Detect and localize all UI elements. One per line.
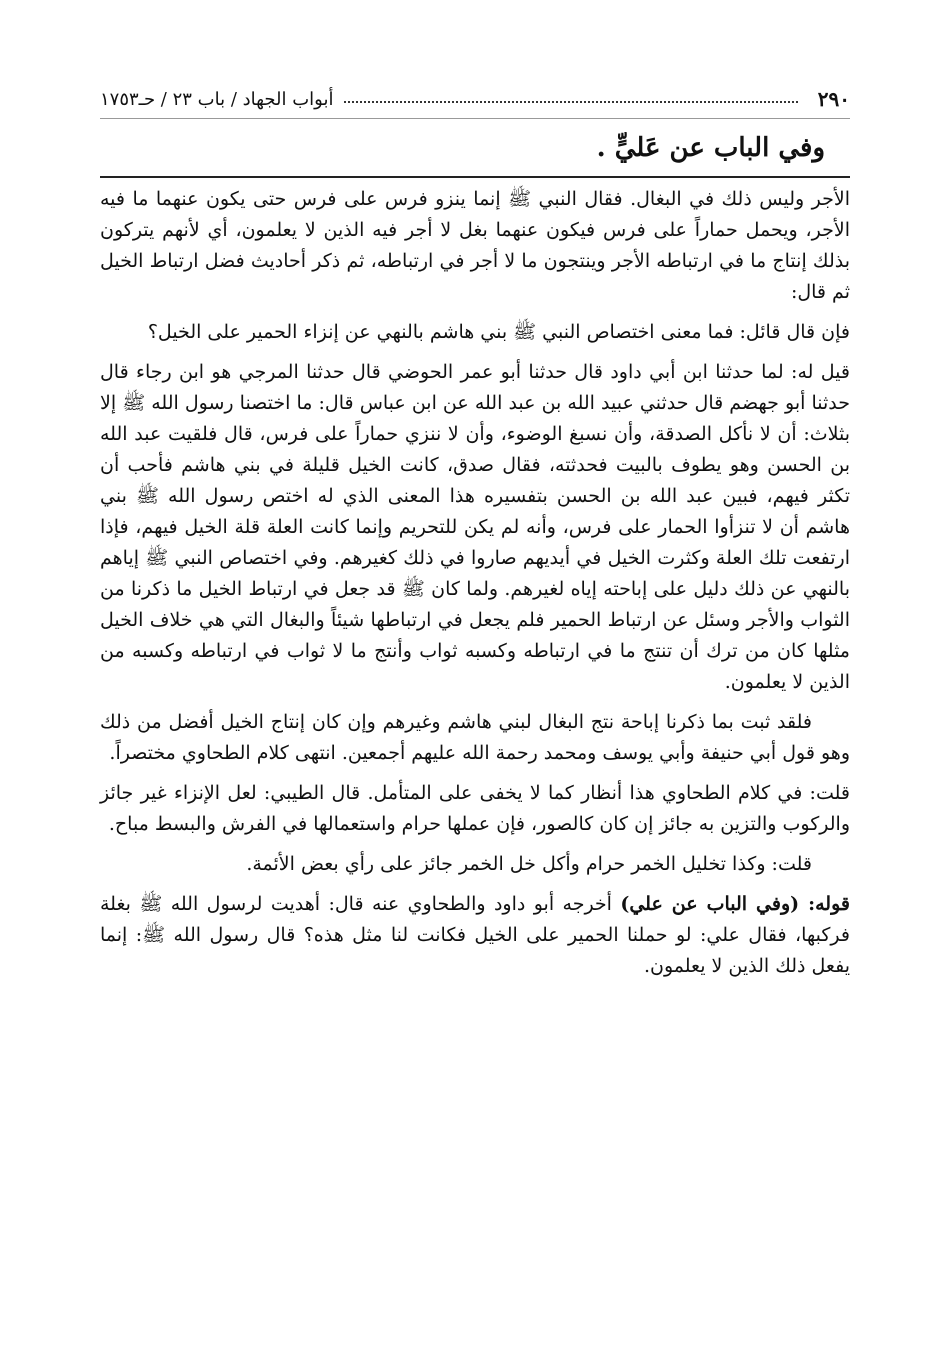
commentary-paragraph: قيل له: لما حدثنا ابن أبي داود قال حدثنا أبو عمر الحوضي قال حدثنا المرجي هو ابن رجاء قال حدثنا أبو جهضم قال حدثني عبيد الله بن عبد الله عن ابن عباس قال: ما اختصنا رسول الله ﷺ إلا بثلاث: أن لا نأكل الصدقة، وأن نسبغ الوضوء، وأن لا ننزي حماراً على فرس، قال فلقيت عبد الله بن الحسن وهو يطوف بالبيت فحدثته، فقال صدق، كانت الخيل قليلة في بني هاشم فأحب أن تكثر فيهم، فبين عبد الله بن الحسن بتفسيره هذا المعنى الذي له اختص رسول الله ﷺ بني هاشم أن لا تنزأوا الحمار على فرس، وأنه لم يكن للتحريم وإنما كانت العلة قلة الخيل فيهم، فإذا ارتفعت تلك العلة وكثرت الخيل في أيديهم صاروا في ذلك كغيرهم. وفي اختصاص النبي ﷺ إياهم بالنهي عن ذلك دليل على إباحته إياه لغيرهم. ولما كان ﷺ قد جعل في ارتباط الخيل ما ذكرنا من الثواب والأجر وسئل عن ارتباط الحمير فلم يجعل في ارتباطها شيئاً والبغال التي هي خلاف الخيل مثلها كان من ترك أن تنتج ما في ارتباطه وكسبه ثواب وأنتج ما لا ثواب في ارتباطه وكسبه من الذين لا يعلمون. <box>100 361 850 693</box>
commentary-paragraph-text: أخرجه أبو داود والطحاوي عنه قال: أهديت لرسول الله ﷺ بغلة فركبها، فقال علي: لو حملنا الحمير على الخيل فكانت لنا مثل هذه؟ قال رسول الله ﷺ: إنما يفعل ذلك الذين لا يعلمون. <box>100 893 850 977</box>
commentary-paragraph: قلت: في كلام الطحاوي هذا أنظار كما لا يخفى على المتأمل. قال الطيبي: لعل الإنزاء غير جائز والركوب والتزين به جائز إن كان كالصور، فإن عملها حرام واستعمالها في الفرش والبسط مباح. <box>100 782 850 835</box>
commentary-paragraph: فإن قال قائل: فما معنى اختصاص النبي ﷺ بني هاشم بالنهي عن إنزاء الحمير على الخيل؟ <box>147 321 850 343</box>
running-header <box>100 84 850 114</box>
commentary-paragraph: قلت: وكذا تخليل الخمر حرام وأكل خل الخمر جائز على رأي بعض الأئمة. <box>246 853 812 875</box>
commentary-body <box>100 184 850 991</box>
page-number: ٢٩٠ <box>817 87 850 111</box>
quoted-phrase-label: قوله: (وفي الباب عن علي) <box>620 893 850 915</box>
hadith-text: وفي الباب عن عَليٍّ . <box>596 133 825 163</box>
commentary-paragraph: فلقد ثبت بما ذكرنا إباحة نتج البغال لبني هاشم وغيرهم وإن كان إنتاج الخيل أفضل من ذلك وهو قول أبي حنيفة وأبي يوسف ومحمد رحمة الله عليهم أجمعين. انتهى كلام الطحاوي مختصراً. <box>100 711 850 764</box>
header-rule <box>100 118 850 119</box>
commentary-paragraph: الأجر وليس ذلك في البغال. فقال النبي ﷺ إنما ينزو فرس على فرس حتى يكون عنهما ما فيه الأجر، ويحمل حماراً على فرس فيكون عنهما بغل لا أجر فيه الذين لا يعلمون، أي لأنهم يتركون بذلك إنتاج ما في ارتباطه الأجر وينتجون ما لا أجر في ارتباطه، ثم ذكر أحاديث فضل ارتباط الخيل ثم قال: <box>100 188 850 303</box>
commentary-paragraph <box>100 889 850 982</box>
text-separator-rule <box>100 176 850 178</box>
leader-dots <box>344 101 798 103</box>
running-title: أبواب الجهاد / باب ٢٣ / حـ١٧٥٣ <box>100 88 334 110</box>
